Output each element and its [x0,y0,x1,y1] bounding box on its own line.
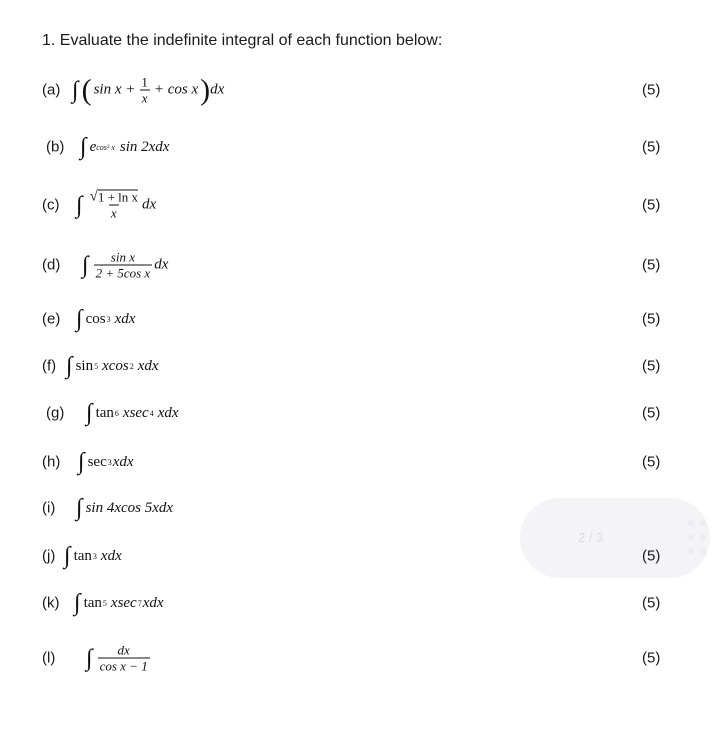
question-label: (b) [46,138,65,156]
question-label: (i) [42,499,56,517]
differential: dx [154,256,169,273]
question-d [0,245,720,285]
integral-sign: ∫ [66,353,73,379]
question-g [0,393,720,433]
fraction: $\frac{\text{sin x}}{\text{2 + 5cos x}}$ [95,249,151,281]
integral-expression [76,190,156,221]
marks: (5) [642,453,661,471]
integral-expression: ∫ sin 5 xcos 2 xdx [66,353,159,379]
question-k [0,583,720,623]
marks: (5) [642,404,661,422]
sqrt-sign: √ [89,188,98,205]
marks: (5) [642,547,661,565]
question-b [0,127,720,167]
marks: (5) [642,357,661,375]
page-indicator: 2 / 3 [578,530,604,545]
expr-term: sin x + [93,81,136,98]
integral-expression: ∫ ( sin x + $\frac{1}{x}$ + cos x ) dx [72,73,225,106]
integral-sign: ∫ [64,543,71,569]
integral-expression: ∫ e cos² x sin 2xdx [80,134,170,160]
question-j [0,536,720,576]
fraction: √ 1 + ln x x [89,188,139,221]
integral-expression: ∫ tan 3 xdx [64,543,122,569]
question-label: (d) [42,256,61,274]
question-label: (c) [42,196,60,214]
question-l [0,638,720,678]
question-heading: 1. Evaluate the indefinite integral of each function below: [42,32,443,49]
integral-sign: ∫ [82,252,89,278]
differential: dx [142,196,157,213]
question-label: (e) [42,310,61,328]
question-label: (g) [46,404,65,422]
marks: (5) [642,256,661,274]
integral-sign: ∫ [80,134,87,160]
integral-sign: ∫ [72,77,79,103]
fraction: $\frac{dx}{\text{cos x − 1}}$ [99,642,148,674]
question-f [0,346,720,386]
marks: (5) [642,81,661,99]
question-label: (l) [42,649,56,667]
integral-expression: ∫ tan 6 xsec 4 xdx [86,400,179,426]
marks: (5) [642,196,661,214]
marks: (5) [642,310,661,328]
question-label: (h) [42,453,61,471]
integral-expression: ∫ sec 3 xdx [78,449,134,475]
integral-expression: ∫ cos 3 xdx [76,306,136,332]
expr-term: + cos x [153,81,199,98]
question-c [0,185,720,225]
question-label: (j) [42,547,56,565]
differential: dx [210,81,225,98]
marks: (5) [642,594,661,612]
question-label: (a) [42,81,61,99]
marks: (5) [642,138,661,156]
integral-sign: ∫ [76,306,83,332]
question-label: (f) [42,357,57,375]
question-e [0,299,720,339]
integral-sign: ∫ [76,192,83,218]
integral-expression [86,643,152,674]
integral-sign: ∫ [76,495,83,521]
integral-expression: ∫ sin 4xcos 5xdx [76,495,174,521]
integral-sign: ∫ [86,645,93,671]
question-label: (k) [42,594,60,612]
fraction: $\frac{1}{x}$ [141,74,148,106]
integral-sign: ∫ [78,449,85,475]
integral-expression [82,250,168,281]
question-h [0,442,720,482]
marks: (5) [642,649,661,667]
question-a [0,70,720,110]
integral-sign: ∫ [74,590,81,616]
integral-sign: ∫ [86,400,93,426]
integral-expression: ∫ tan 5 xsec 7 xdx [74,590,164,616]
